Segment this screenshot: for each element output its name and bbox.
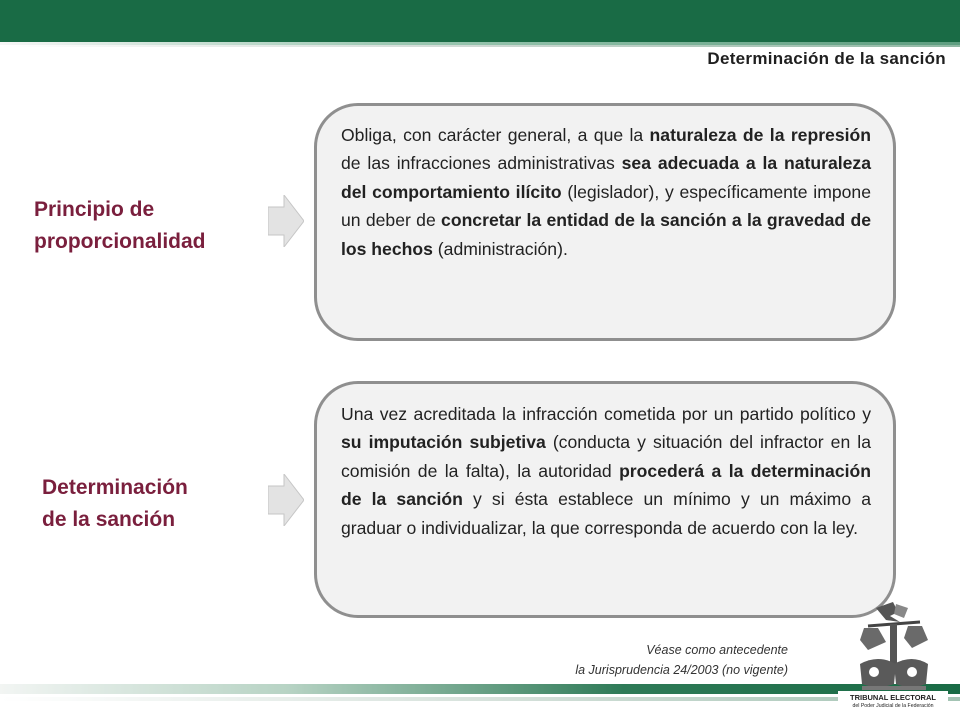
section-heading-line: Determinación xyxy=(42,476,188,499)
logo-subtitle: del Poder Judicial de la Federación xyxy=(852,703,934,709)
card-text-emphasis: concretar la entidad de la sanción a la gravedad de los hechos xyxy=(341,210,871,259)
card-text-emphasis: naturaleza de la represión xyxy=(649,125,872,145)
section-heading-determinacion xyxy=(42,472,188,536)
card-text-emphasis: procederá a la determinación de la sanción xyxy=(341,460,872,510)
section-heading-line: de la sanción xyxy=(42,508,176,531)
card-text: (administración). xyxy=(432,238,568,259)
section-heading-proporcionalidad xyxy=(34,194,206,258)
card-text: (legislador), y específicamente impone un deber de xyxy=(341,181,872,231)
card-text: Obliga, con carácter general, a que la xyxy=(341,125,650,145)
header-bar xyxy=(0,0,960,42)
card-text-emphasis: su imputación subjetiva xyxy=(341,432,546,453)
card-text: (conducta y situación del infractor en la comisión de la falta), la autoridad xyxy=(341,432,871,481)
card-text: de las infracciones administrativas xyxy=(341,153,622,174)
description-card-proporcionalidad xyxy=(314,103,896,341)
header-stripe-thin xyxy=(0,45,960,47)
arrow-right-icon xyxy=(268,195,304,247)
section-heading-line: proporcionalidad xyxy=(34,230,206,253)
card-text: Una vez acreditada la infracción cometida por un partido político y xyxy=(341,404,871,424)
arrow-right-icon xyxy=(268,474,304,526)
footer-stripe xyxy=(0,697,960,701)
footnote xyxy=(575,640,788,680)
description-card-determinacion xyxy=(314,381,896,618)
footnote-line: la Jurisprudencia 24/2003 (no vigente) xyxy=(575,663,788,677)
footnote-line: Véase como antecedente xyxy=(646,643,788,657)
page-title: Determinación de la sanción xyxy=(707,49,946,68)
section-heading-line: Principio de xyxy=(34,198,155,221)
card-text: y si ésta establece un mínimo y un máximo a graduar o individualizar, la que corresponda de acuerdo con la ley. xyxy=(341,489,871,538)
logo-title: TRIBUNAL ELECTORAL xyxy=(850,693,936,702)
card-text-emphasis: sea adecuada a la naturaleza del comportamiento ilícito xyxy=(341,153,871,202)
footer-bar xyxy=(0,684,960,694)
tribunal-logo-text xyxy=(838,691,948,711)
